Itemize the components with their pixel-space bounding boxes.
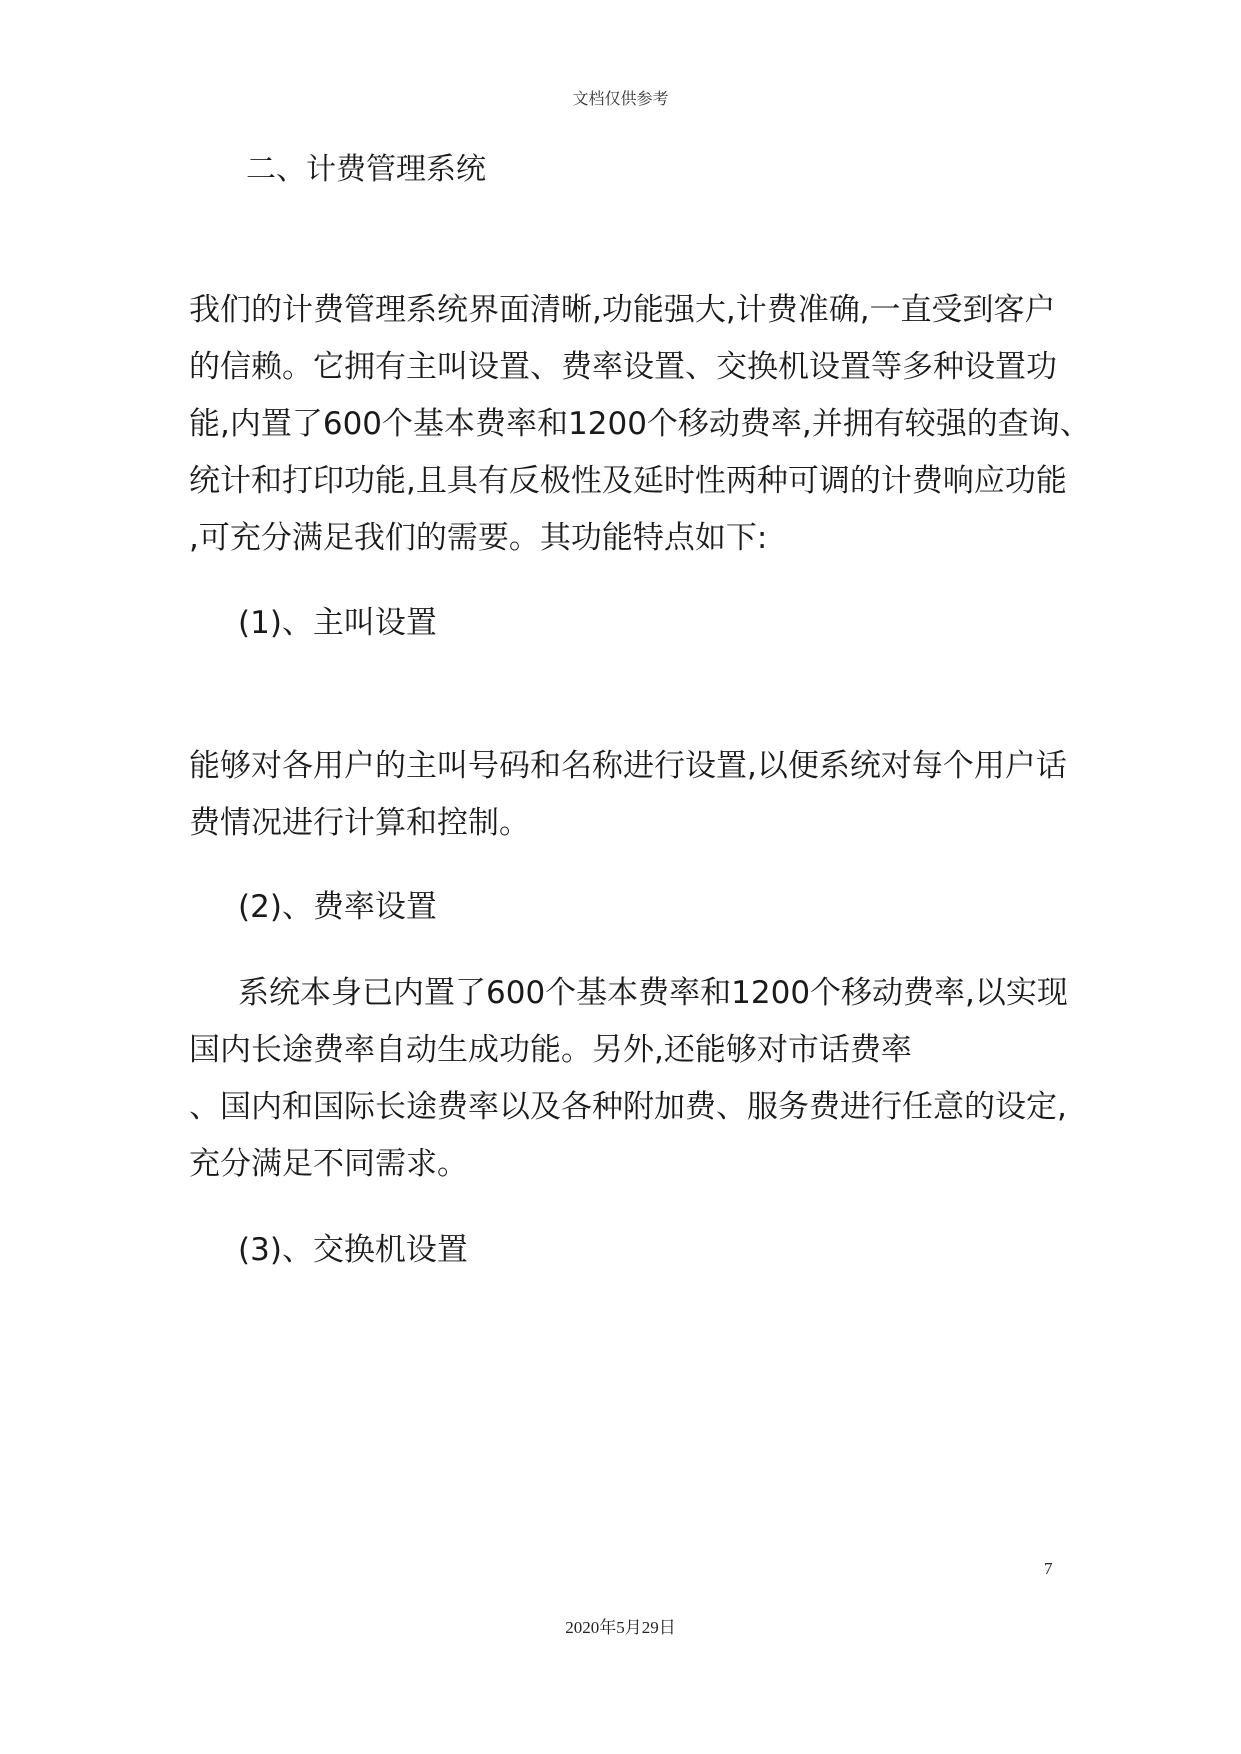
item2-line: 国内长途费率自动生成功能。另外,还能够对市话费率 [189, 1032, 912, 1068]
section-title: 二、计费管理系统 [246, 152, 486, 187]
page-header: 文档仅供参考 [572, 89, 669, 108]
intro-line: ,可充分满足我们的需要。其功能特点如下: [189, 520, 768, 556]
intro-line: 能,内置了600个基本费率和1200个移动费率,并拥有较强的查询、 [189, 406, 1091, 442]
item1-line: 费情况进行计算和控制。 [189, 805, 530, 841]
item2-heading: (2)、费率设置 [238, 889, 437, 925]
page-number: 7 [1044, 1559, 1053, 1578]
item2-line: 、国内和国际长途费率以及各种附加费、服务费进行任意的设定, [189, 1089, 1067, 1125]
intro-line: 统计和打印功能,且具有反极性及延时性两种可调的计费响应功能 [189, 463, 1067, 499]
item2-line: 充分满足不同需求。 [189, 1146, 468, 1182]
item1-heading: (1)、主叫设置 [238, 605, 437, 641]
intro-line: 我们的计费管理系统界面清晰,功能强大,计费准确,一直受到客户 [189, 292, 1056, 328]
item3-heading: (3)、交换机设置 [238, 1232, 468, 1268]
page-footer-date: 2020年5月29日 [565, 1618, 676, 1637]
item1-line: 能够对各用户的主叫号码和名称进行设置,以便系统对每个用户话 [189, 748, 1067, 784]
item2-line: 系统本身已内置了600个基本费率和1200个移动费率,以实现 [238, 975, 1068, 1011]
intro-line: 的信赖。它拥有主叫设置、费率设置、交换机设置等多种设置功 [189, 349, 1057, 385]
